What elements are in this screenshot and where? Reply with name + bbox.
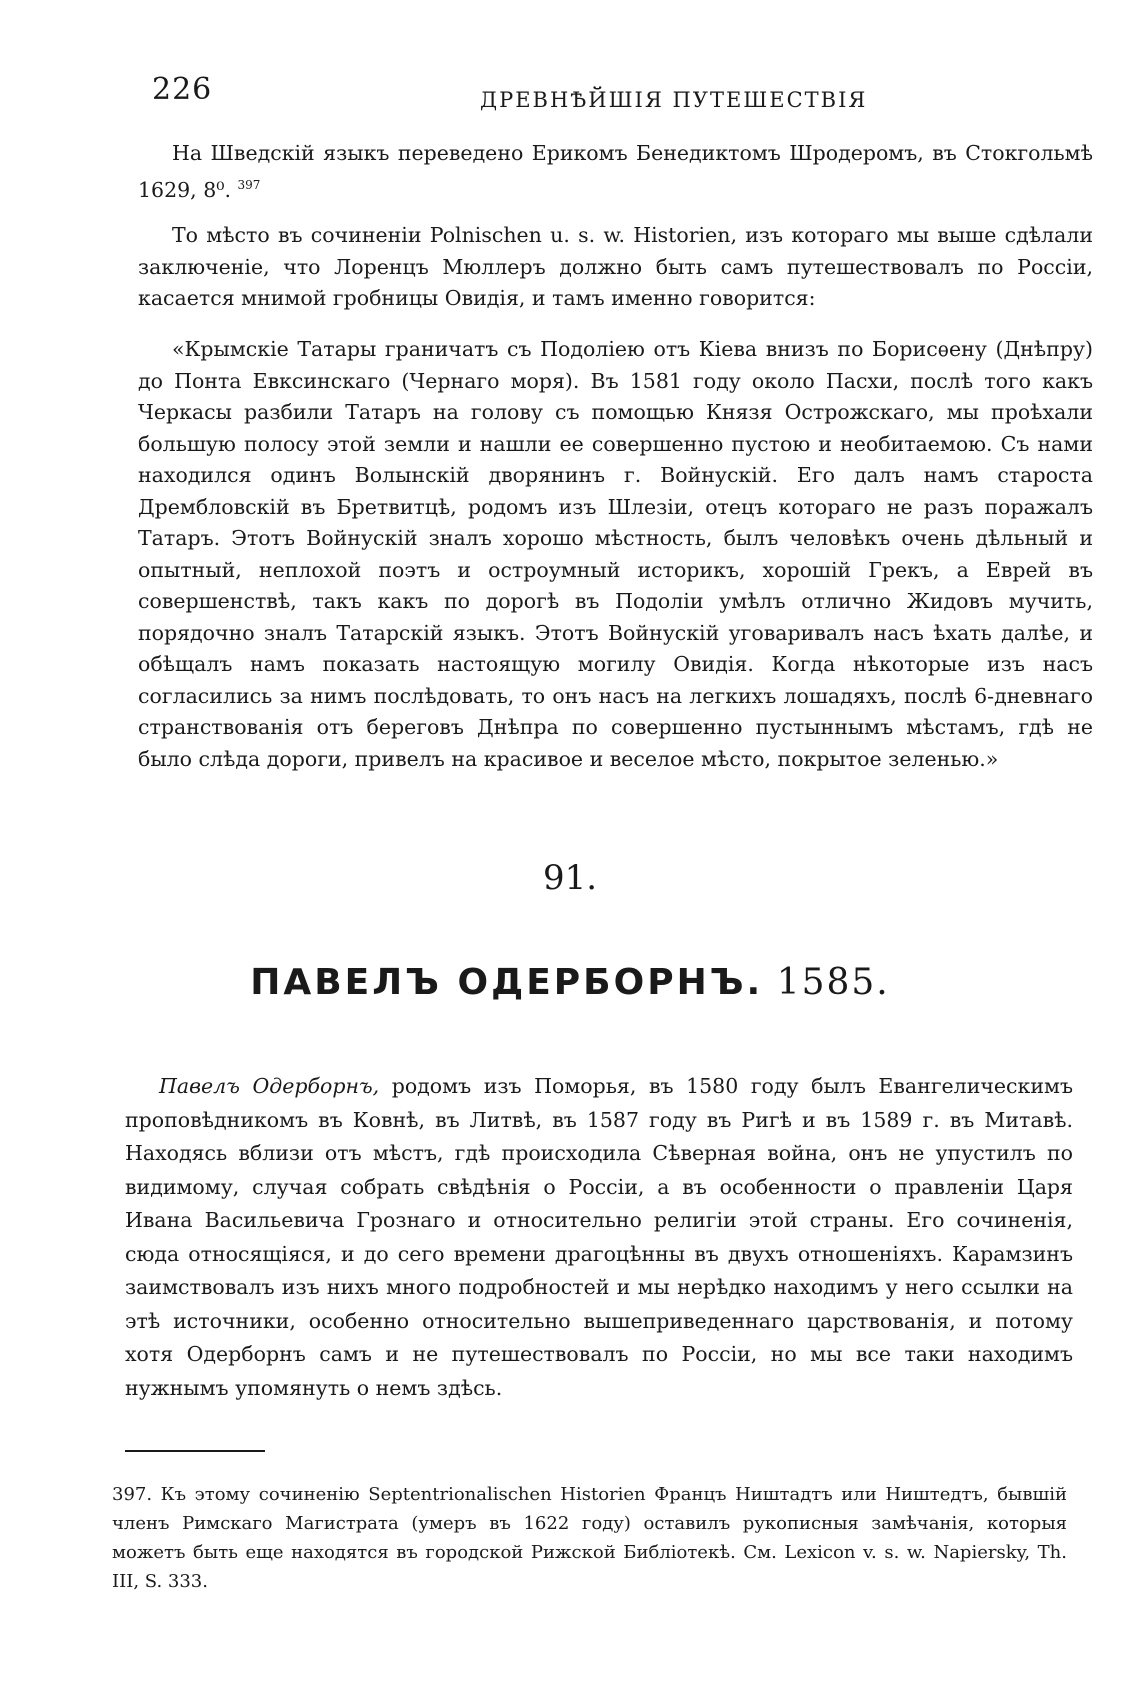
footnote-divider [125, 1450, 265, 1452]
paragraph [138, 138, 1093, 206]
running-head: ДРЕВНѢЙШІЯ ПУТЕШЕСТВІЯ [480, 88, 868, 112]
chapter-title-name: ПАВЕЛЪ ОДЕРБОРНЪ. [250, 962, 764, 1003]
intro-paragraph [125, 1070, 1073, 1405]
chapter-title-year: 1585. [776, 962, 890, 1003]
chapter-title [0, 962, 1140, 1003]
footnote: 397. Къ этому сочиненію Septentrionalischen Historien Францъ Ништадтъ или Ништедтъ, бывшій членъ Римскаго Магистрата (умеръ въ 1622 году) оставилъ рукописныя замѣчанія, которыя можетъ быть еще находятся въ городской Рижской Библіотекѣ. См. Lexicon v. s. w. Napiersky, Th. III, S. 333. [112, 1484, 1067, 1592]
section-number: 91. [542, 858, 598, 898]
page-number: 226 [152, 72, 213, 107]
paragraph: То мѣсто въ сочиненіи Polnischen u. s. w. Historien, изъ котораго мы выше сдѣлали заключеніе, что Лоренцъ Мюллеръ должно быть самъ путешествовалъ по Россіи, касается мнимой гробницы Овидія, и тамъ именно говорится: [138, 223, 1093, 310]
footnote-reference: 397 [237, 177, 261, 192]
intro-text: родомъ изъ Поморья, въ 1580 году былъ Евангелическимъ проповѣдникомъ въ Ковнѣ, въ Литвѣ, въ 1587 году въ Ригѣ и въ 1589 г. въ Митавѣ. Находясь вблизи отъ мѣстъ, гдѣ происходила Сѣверная война, онъ не упустилъ по видимому, случая собрать свѣдѣнія о Россіи, а въ особенности о правленіи Царя Ивана Васильевича Грознаго и относительно религіи этой страны. Его сочиненія, сюда относящіяся, и до сего времени драгоцѣнны въ двухъ отношеніяхъ. Карамзинъ заимствовалъ изъ нихъ много подробностей и мы нерѣдко находимъ у него ссылки на этѣ источники, особенно относительно вышеприведеннаго царствованія, и потому хотя Одерборнъ самъ и не путешествовалъ по Россіи, но мы все таки находимъ нужнымъ упомянуть о немъ здѣсь. [125, 1074, 1074, 1400]
quotation-paragraph: «Крымскіе Татары граничатъ съ Подоліею отъ Кіева внизъ по Борисѳену (Днѣпру) до Понта Евксинскаго (Чернаго моря). Въ 1581 году около Пасхи, послѣ того какъ Черкасы разбили Татаръ на голову съ помощью Князя Острожскаго, мы проѣхали большую полосу этой земли и нашли ее совершенно пустою и необитаемою. Съ нами находился одинъ Волынскій дворянинъ г. Войнускій. Его далъ намъ староста Дрембловскій въ Бретвитцѣ, родомъ изъ Шлезіи, отецъ котораго не разъ поражалъ Татаръ. Этотъ Войнускій зналъ хорошо мѣстность, былъ человѣкъ очень дѣльный и опытный, неплохой поэтъ и остроумный историкъ, хорошій Грекъ, а Еврей въ совершенствѣ, такъ какъ по дорогѣ въ Подоліи умѣлъ отлично Жидовъ мучить, порядочно зналъ Татарскій языкъ. Этотъ Войнускій уговаривалъ насъ ѣхать далѣе, и обѣщалъ намъ показать настоящую могилу Овидія. Когда нѣкоторые изъ насъ согласились за нимъ послѣдовать, то онъ насъ на легкихъ лошадяхъ, послѣ 6-дневнаго странствованія отъ береговъ Днѣпра по совершенно пустыннымъ мѣстамъ, гдѣ не было слѣда дороги, привелъ на красивое и веселое мѣсто, покрытое зеленью.» [138, 337, 1093, 771]
intro-author-name: Павелъ Одерборнъ, [159, 1074, 380, 1098]
paragraph-text: На Шведскій языкъ переведено Ерикомъ Бенедиктомъ Шродеромъ, въ Стокгольмѣ 1629, 8⁰. [138, 141, 1093, 202]
